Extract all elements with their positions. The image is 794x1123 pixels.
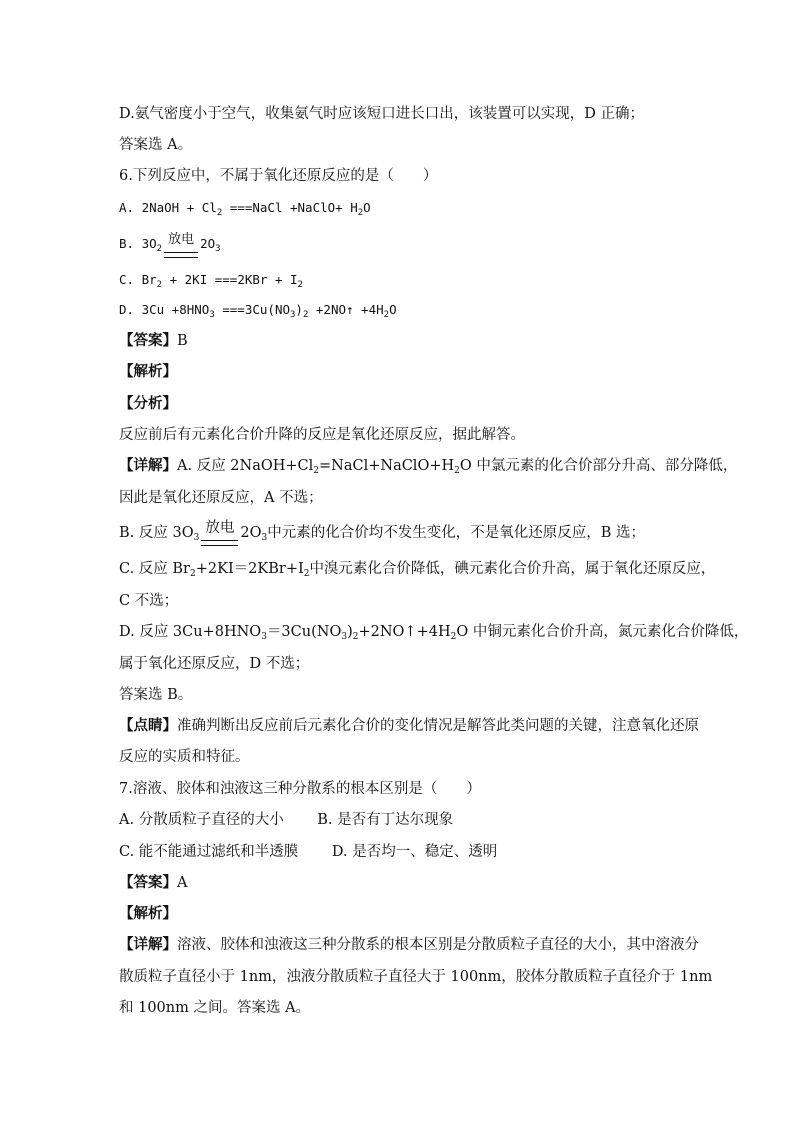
q6-option-d: D. $3Cu +8HNO_3 ===3Cu(NO_3)_2$ +2NO↑ $+4H_2O$: [119, 302, 397, 320]
detail-7-line-2: 散质粒子直径小于 1nm，浊液分散质粒子直径大于 100nm，胶体分散质粒子直径介于 1nm: [119, 969, 713, 985]
q6-option-a: A. 2NaOH + $Cl_2$ ===NaCl +NaClO+ $H_2O$: [119, 200, 371, 218]
detail-6-d-cont: 属于氧化还原反应，D 不选；: [119, 656, 310, 672]
detail-6-a: 【详解】A. 反应 $2NaOH+Cl_2=NaCl+NaClO+H_2O$ 中氯元素的化合价部分升高、部分降低，: [119, 457, 738, 476]
detail-7-line-1: 【详解】溶液、胶体和浊液这三种分散系的根本区别是分散质粒子直径的大小，其中溶液分: [119, 936, 699, 953]
reaction-condition: 放电: [201, 523, 238, 543]
reaction-condition: 放电: [164, 234, 198, 255]
q7-options-ab: A. 分散质粒子直径的大小 B. 是否有丁达尔现象: [119, 812, 454, 828]
detail-6-b: B. 反应 $3O_3$放电 $2O_3$中元素的化合价均不发生变化，不是氧化还原反应，B 选；: [119, 520, 645, 543]
detail-6-c-cont: C 不选；: [119, 593, 179, 609]
q6-option-b: B. $3O_2$放电 $2O_3$: [119, 232, 221, 254]
jiexi-7-heading: 【解析】: [119, 905, 177, 922]
question-7: 7.溶液、胶体和浊液这三种分散系的根本区别是（ ）: [119, 781, 481, 797]
jiexi-heading: 【解析】: [119, 363, 177, 380]
dianjing-line-1: 【点睛】准确判断出反应前后元素化合价的变化情况是解答此类问题的关键，注意氧化还原: [119, 717, 699, 734]
text-line: D.氨气密度小于空气，收集氨气时应该短口进长口出，该装置可以实现，D 正确；: [119, 106, 644, 122]
q6-option-c: C. $Br_2 + 2KI ===2KBr + I_2$: [119, 272, 303, 290]
question-6: 6.下列反应中，不属于氧化还原反应的是（ ）: [119, 168, 438, 184]
answer-line: 答案选 A。: [119, 137, 193, 153]
fenxi-heading: 【分析】: [119, 395, 177, 412]
detail-6-c: C. 反应 $Br_2+2KI=2KBr+I_2$中溴元素化合价降低，碘元素化合价升高，属于氧化还原反应，: [119, 561, 716, 579]
answer-6-final: 答案选 B。: [119, 687, 193, 703]
fenxi-text: 反应前后有元素化合价升降的反应是氧化还原反应，据此解答。: [119, 427, 525, 443]
answer-7: 【答案】A: [119, 874, 188, 891]
detail-6-d: D. 反应 $3Cu+8HNO_3=3Cu(NO_3)_2+2NO↑+4H_2O$ 中铜元素化合价升高，氮元素化合价降低，: [119, 624, 749, 642]
dianjing-line-2: 反应的实质和特征。: [119, 749, 250, 765]
detail-7-line-3: 和 100nm 之间。答案选 A。: [119, 1000, 311, 1016]
q7-options-cd: C. 能不能通过滤纸和半透膜 D. 是否均一、稳定、透明: [119, 844, 498, 860]
detail-6-a-cont: 因此是氧化还原反应，A 不选；: [119, 490, 323, 506]
answer-6: 【答案】B: [119, 332, 188, 349]
